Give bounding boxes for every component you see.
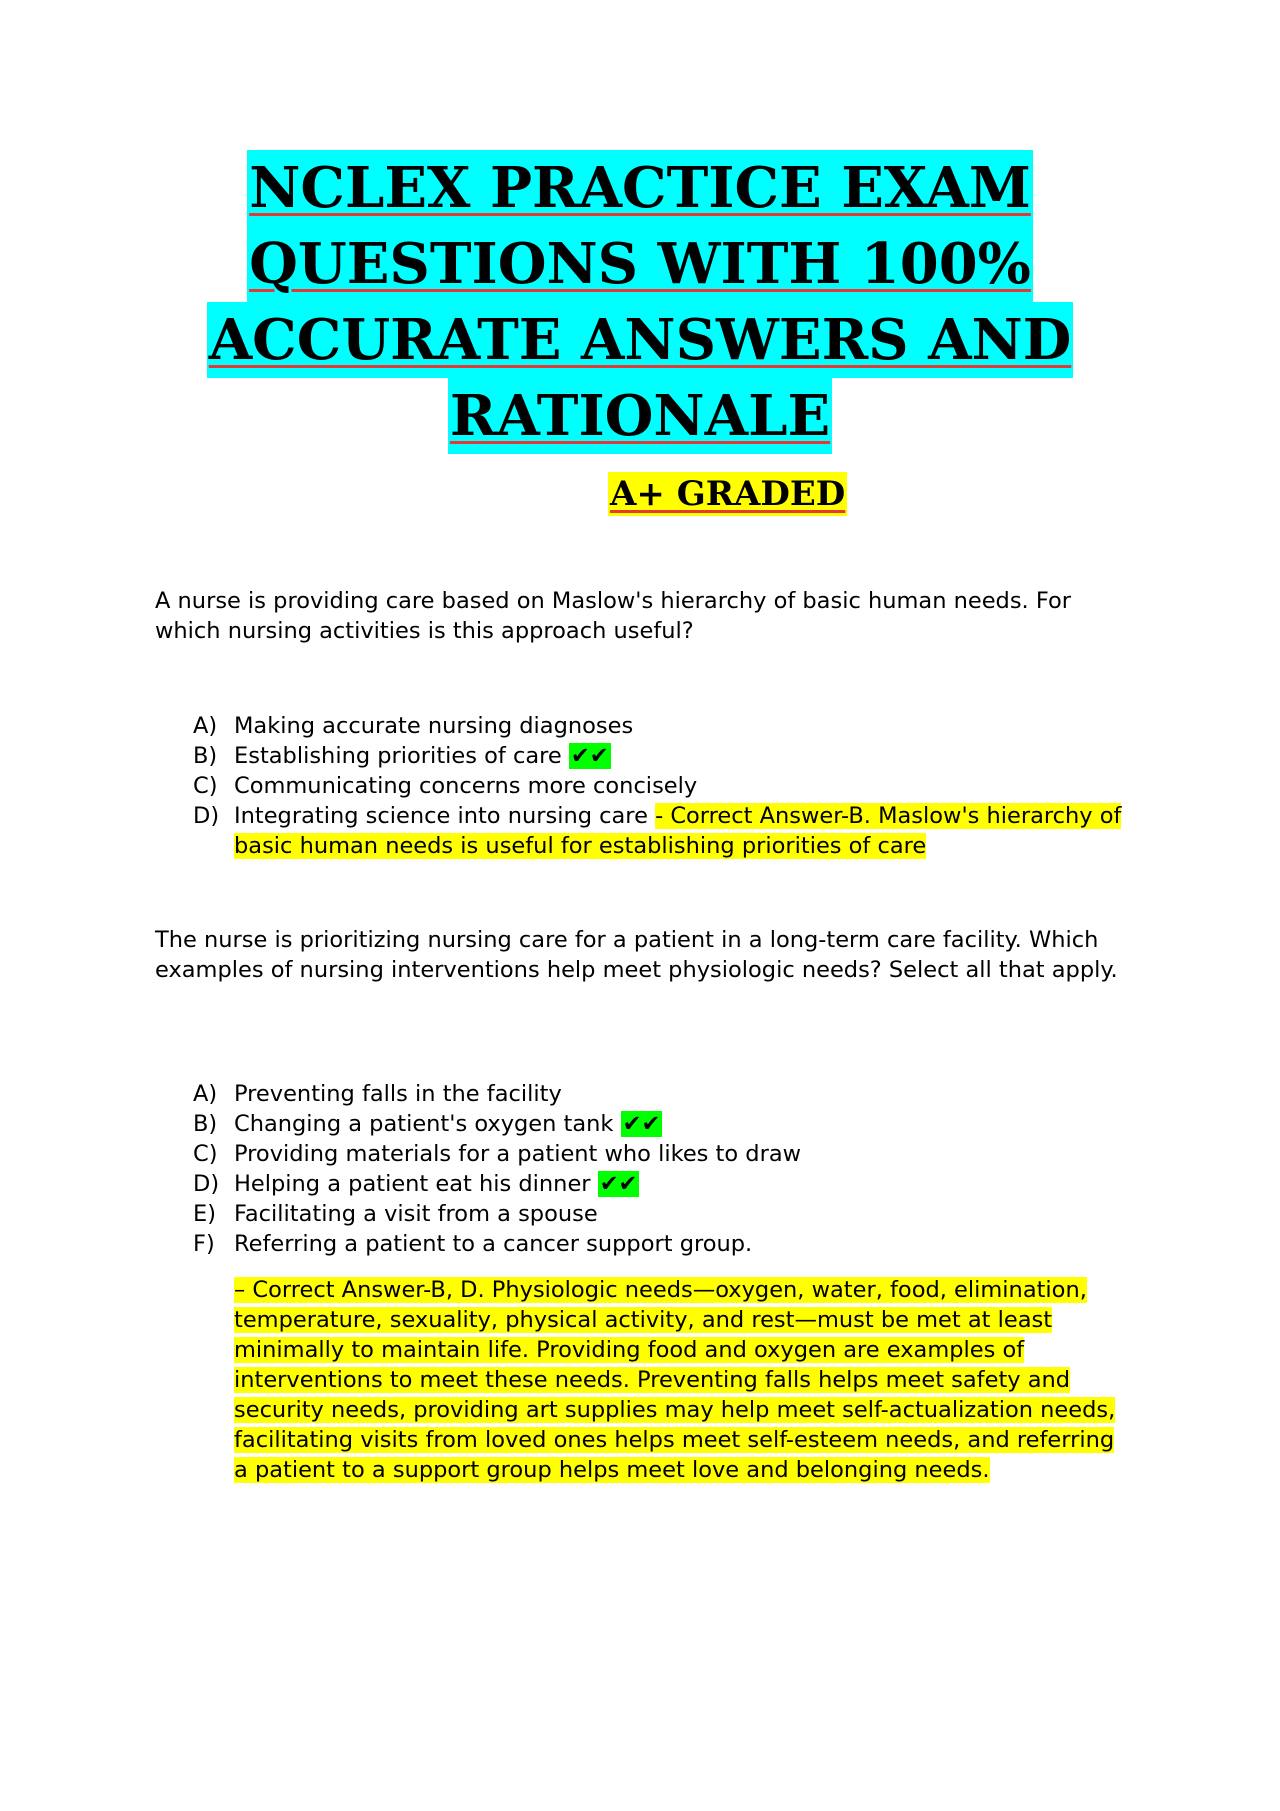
option-letter: C) (193, 1141, 218, 1167)
option-item (193, 1079, 1153, 1109)
option-item (193, 1109, 1153, 1139)
answer-rationale-2 (234, 1275, 1134, 1485)
option-letter: B) (193, 1111, 218, 1137)
option-letter: A) (193, 1081, 218, 1107)
option-item (193, 711, 1153, 741)
option-text: Referring a patient to a cancer support group. (234, 1231, 753, 1257)
option-text: Providing materials for a patient who likes to draw (234, 1141, 802, 1167)
option-text: Making accurate nursing diagnoses (234, 713, 634, 739)
option-item (193, 1199, 1153, 1229)
option-item (193, 801, 1153, 861)
question-2-options (193, 1079, 1153, 1259)
option-item (193, 1139, 1153, 1169)
double-check-icon: ✔✔ (570, 743, 609, 769)
option-letter: F) (193, 1231, 215, 1257)
question-2-text: The nurse is prioritizing nursing care for a patient in a long-term care facility. Which examples of nursing interventions help meet physiologic needs? Select all that apply. (155, 927, 1118, 983)
option-letter: B) (193, 743, 218, 769)
option-text: Establishing priorities of care (234, 743, 569, 769)
option-text: Helping a patient eat his dinner (234, 1171, 598, 1197)
grade-badge: A+ GRADED (610, 474, 846, 514)
answer-rationale-1: - Correct Answer-B. Maslow's hierarchy of basic human needs is useful for establishing priorities of care (234, 803, 1122, 859)
double-check-icon: ✔✔ (599, 1171, 638, 1197)
title-line-1: NCLEX PRACTICE EXAM (247, 150, 1033, 226)
option-letter: D) (193, 1171, 220, 1197)
option-item (193, 1229, 1153, 1259)
option-text: Integrating science into nursing care (234, 803, 656, 829)
document-title (140, 150, 1140, 454)
option-item (193, 1169, 1153, 1199)
title-line-3: ACCURATE ANSWERS AND (207, 302, 1074, 378)
title-line-2: QUESTIONS WITH 100% (247, 226, 1033, 302)
option-item (193, 741, 1153, 771)
double-check-icon: ✔✔ (622, 1111, 661, 1137)
option-text: Preventing falls in the facility (234, 1081, 562, 1107)
option-letter: E) (193, 1201, 216, 1227)
rationale-text: – Correct Answer-B, D. Physiologic needs—oxygen, water, food, elimination, temperature, sexuality, physical activity, and rest—must be met at least minimally to maintain life. Providing food and oxygen are examples of interventions to meet these needs. Preventing falls helps meet safety and security needs, providing art supplies may help meet self-actualization needs, facilitating visits from loved ones helps meet self-esteem needs, and referring a patient to a support group helps meet love and belonging needs. (234, 1277, 1116, 1483)
option-letter: A) (193, 713, 218, 739)
question-1-options (193, 711, 1153, 861)
option-text: Communicating concerns more concisely (234, 773, 698, 799)
question-1-text: A nurse is providing care based on Maslow's hierarchy of basic human needs. For which nursing activities is this approach useful? (155, 588, 1072, 644)
title-line-4: RATIONALE (448, 378, 832, 454)
option-item (193, 771, 1153, 801)
option-letter: D) (193, 803, 220, 829)
option-letter: C) (193, 773, 218, 799)
option-text: Facilitating a visit from a spouse (234, 1201, 598, 1227)
option-text: Changing a patient's oxygen tank (234, 1111, 621, 1137)
